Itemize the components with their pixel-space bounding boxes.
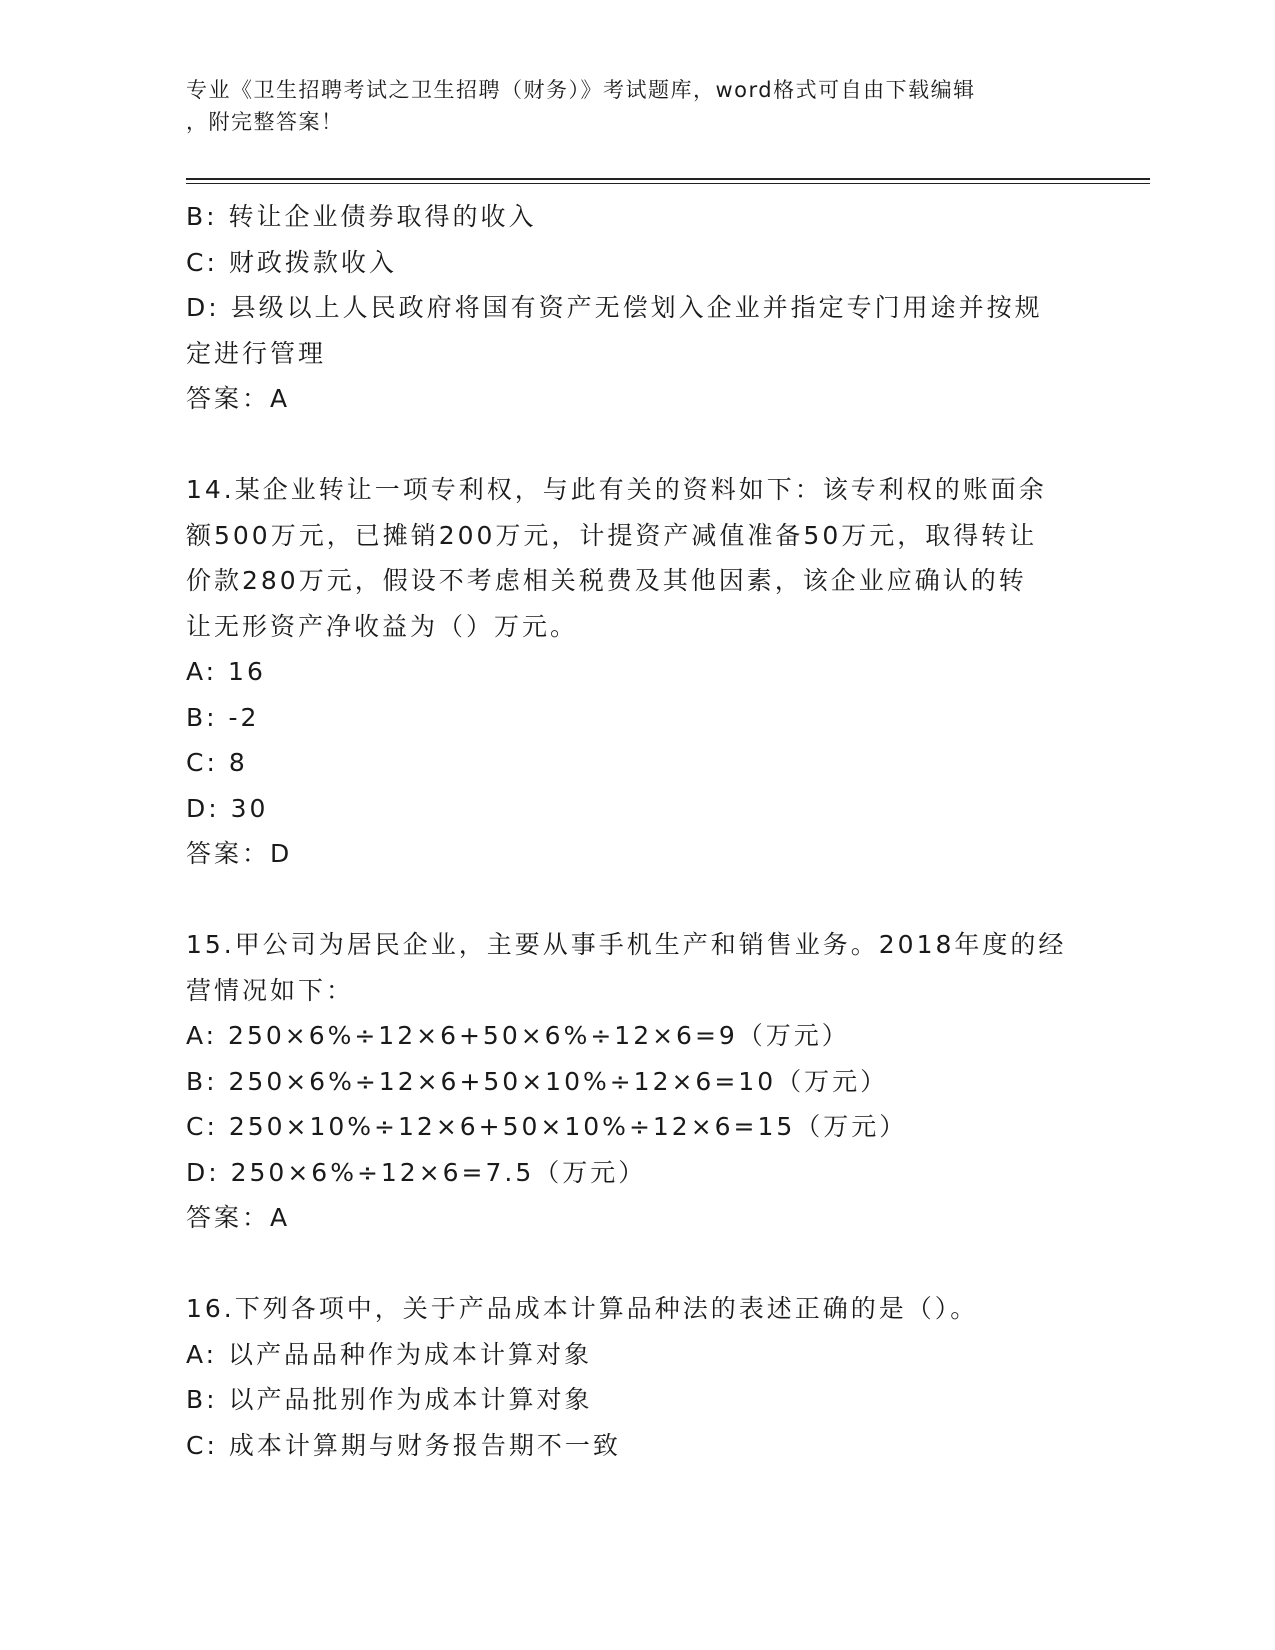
- option-c: C: 8: [186, 748, 248, 777]
- option-c: C: 成本计算期与财务报告期不一致: [186, 1430, 621, 1460]
- option-b: B: -2: [186, 702, 260, 732]
- question-text: 营情况如下：: [186, 975, 355, 1005]
- question-text: 15.甲公司为居民企业，主要从事手机生产和销售业务。2018年度的经: [186, 930, 1067, 959]
- answer: 答案：A: [186, 384, 291, 413]
- question-text: 额500万元，已摊销200万元，计提资产减值准备50万元，取得转让: [186, 520, 1038, 550]
- spacer: [186, 1241, 1086, 1287]
- question-15: [186, 922, 1086, 1241]
- option-b: B: 转让企业债券取得的收入: [186, 202, 537, 231]
- question-text: 14.某企业转让一项专利权，与此有关的资料如下：该专利权的账面余: [186, 475, 1047, 504]
- answer: 答案：A: [186, 1203, 291, 1232]
- question-list: [186, 194, 1086, 1468]
- question-16: [186, 1286, 1086, 1468]
- option-a: A: 以产品品种作为成本计算对象: [186, 1339, 593, 1369]
- option-a: A: 250×6%÷12×6+50×6%÷12×6=9（万元）: [186, 1021, 850, 1050]
- option-c: C: 250×10%÷12×6+50×10%÷12×6=15（万元）: [186, 1112, 908, 1141]
- option-b: B: 250×6%÷12×6+50×10%÷12×6=10（万元）: [186, 1066, 889, 1096]
- option-a: A: 16: [186, 657, 266, 686]
- option-d: D: 30: [186, 793, 269, 823]
- option-d: D: 县级以上人民政府将国有资产无偿划入企业并指定专门用途并按规: [186, 293, 1043, 322]
- question-14: [186, 467, 1086, 877]
- option-d-continued: 定进行管理: [186, 338, 327, 368]
- question-text: 16.下列各项中，关于产品成本计算品种法的表述正确的是（）。: [186, 1294, 979, 1323]
- option-b: B: 以产品批别作为成本计算对象: [186, 1385, 593, 1414]
- question-13-tail: [186, 194, 1086, 422]
- document-header: [186, 74, 1066, 138]
- option-c: C: 财政拨款收入: [186, 247, 397, 277]
- question-text: 价款280万元，假设不考虑相关税费及其他因素，该企业应确认的转: [186, 566, 1027, 595]
- option-d: D: 250×6%÷12×6=7.5（万元）: [186, 1157, 647, 1187]
- header-line-2: ，附完整答案！: [186, 110, 344, 134]
- spacer: [186, 422, 1086, 468]
- spacer: [186, 877, 1086, 923]
- header-line-1: 专业《卫生招聘考试之卫生招聘（财务）》考试题库，word格式可自由下载编辑: [186, 78, 976, 102]
- answer: 答案：D: [186, 839, 293, 868]
- question-text: 让无形资产净收益为（）万元。: [186, 611, 579, 641]
- header-divider: [186, 178, 1150, 184]
